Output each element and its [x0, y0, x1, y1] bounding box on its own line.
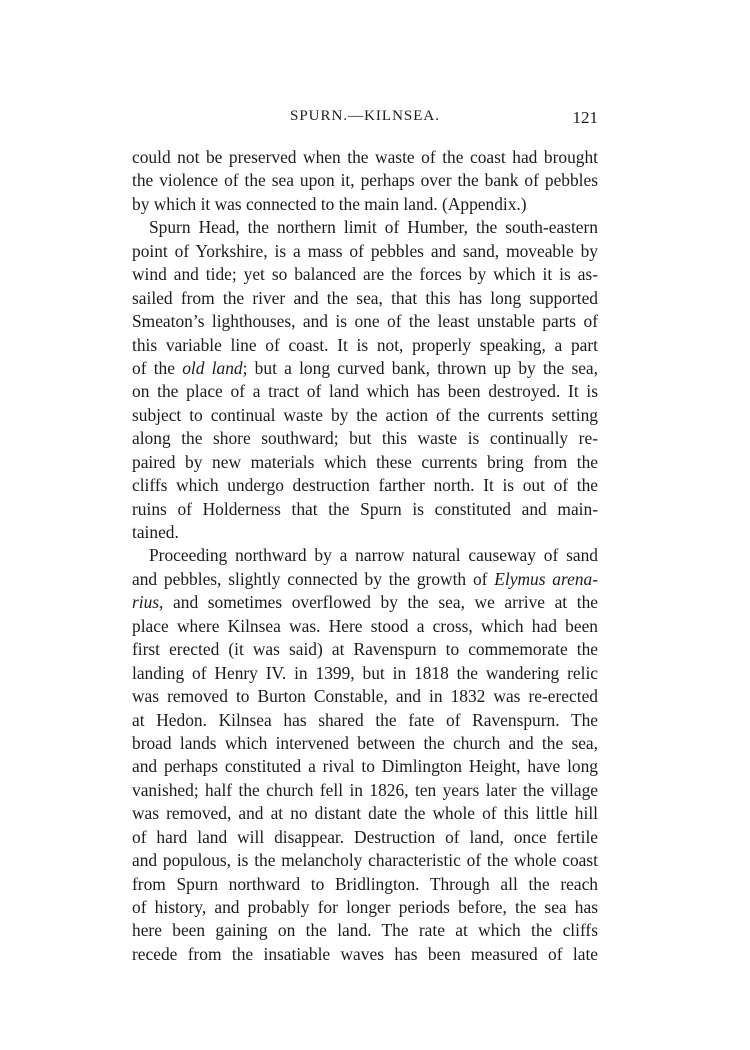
text-line: the violence of the sea upon it, perhaps over the bank of pebbles	[132, 170, 598, 191]
text-line: of history, and probably for longer periods before, the sea has	[132, 897, 598, 917]
text-line: tained.	[132, 522, 179, 542]
text-line: from Spurn northward to Bridlington. Through all the reach	[132, 873, 598, 894]
text-line: place where Kilnsea was. Here stood a cross, which had been	[132, 615, 598, 636]
text-line: sailed from the river and the sea, that this has long supported	[132, 287, 598, 308]
text-line: on the place of a tract of land which has been destroyed. It is	[132, 381, 598, 402]
text-line: first erected (it was said) at Ravenspurn to commemorate the	[132, 639, 598, 660]
text-line: of the old land; but a long curved bank, thrown up by the sea,	[132, 357, 598, 378]
text-line: wind and tide; yet so balanced are the forces by which it is as-	[132, 264, 598, 285]
text-line: by which it was connected to the main land. (Appendix.)	[132, 193, 527, 214]
text-line: and perhaps constituted a rival to Dimlington Height, have long	[132, 756, 598, 777]
italic-phrase: Elymus arena-	[494, 568, 599, 589]
text-line: here been gaining on the land. The rate at which the cliffs	[132, 920, 598, 941]
running-title: SPURN.—KILNSEA.	[289, 108, 440, 124]
text-line: at Hedon. Kilnsea has shared the fate of Ravenspurn. The	[132, 709, 598, 730]
text-line: was removed, and at no distant date the whole of this little hill	[132, 803, 598, 824]
page-number: 121	[572, 108, 598, 127]
text-line: of hard land will disappear. Destruction of land, once fertile	[132, 826, 598, 847]
text-line: Smeaton’s lighthouses, and is one of the least unstable parts of	[132, 311, 598, 332]
text-line: and populous, is the melancholy characteristic of the whole coast	[132, 850, 598, 871]
text-line: rius, and sometimes overflowed by the sea, we arrive at the	[132, 592, 598, 613]
text-line: along the shore southward; but this waste is continually re-	[132, 428, 598, 449]
italic-phrase: rius,	[132, 592, 164, 613]
text-line: subject to continual waste by the action of the currents setting	[132, 404, 598, 425]
text-line: ruins of Holderness that the Spurn is constituted and main-	[132, 498, 598, 519]
text-line: this variable line of coast. It is not, properly speaking, a part	[132, 334, 598, 355]
text-line: point of Yorkshire, is a mass of pebbles and sand, moveable by	[132, 240, 598, 261]
text-line: and pebbles, slightly connected by the growth of Elymus arena-	[132, 568, 599, 589]
running-head	[132, 108, 598, 132]
text-line: was removed to Burton Constable, and in 1832 was re-erected	[132, 686, 598, 707]
text-line: recede from the insatiable waves has been measured of late	[132, 943, 598, 964]
text-line: could not be preserved when the waste of the coast had brought	[132, 147, 598, 167]
text-line: broad lands which intervened between the church and the sea,	[132, 732, 598, 753]
text-line: Proceeding northward by a narrow natural causeway of sand	[149, 545, 598, 566]
text-line: Spurn Head, the northern limit of Humber, the south-eastern	[149, 217, 598, 238]
text-line: cliffs which undergo destruction farther north. It is out of the	[132, 475, 598, 496]
italic-phrase: old land	[182, 357, 243, 378]
text-line: paired by new materials which these currents bring from the	[132, 451, 598, 472]
body-text	[132, 146, 598, 966]
text-line: vanished; half the church fell in 1826, ten years later the village	[132, 779, 598, 800]
text-line: landing of Henry IV. in 1399, but in 1818 the wandering relic	[132, 662, 598, 683]
